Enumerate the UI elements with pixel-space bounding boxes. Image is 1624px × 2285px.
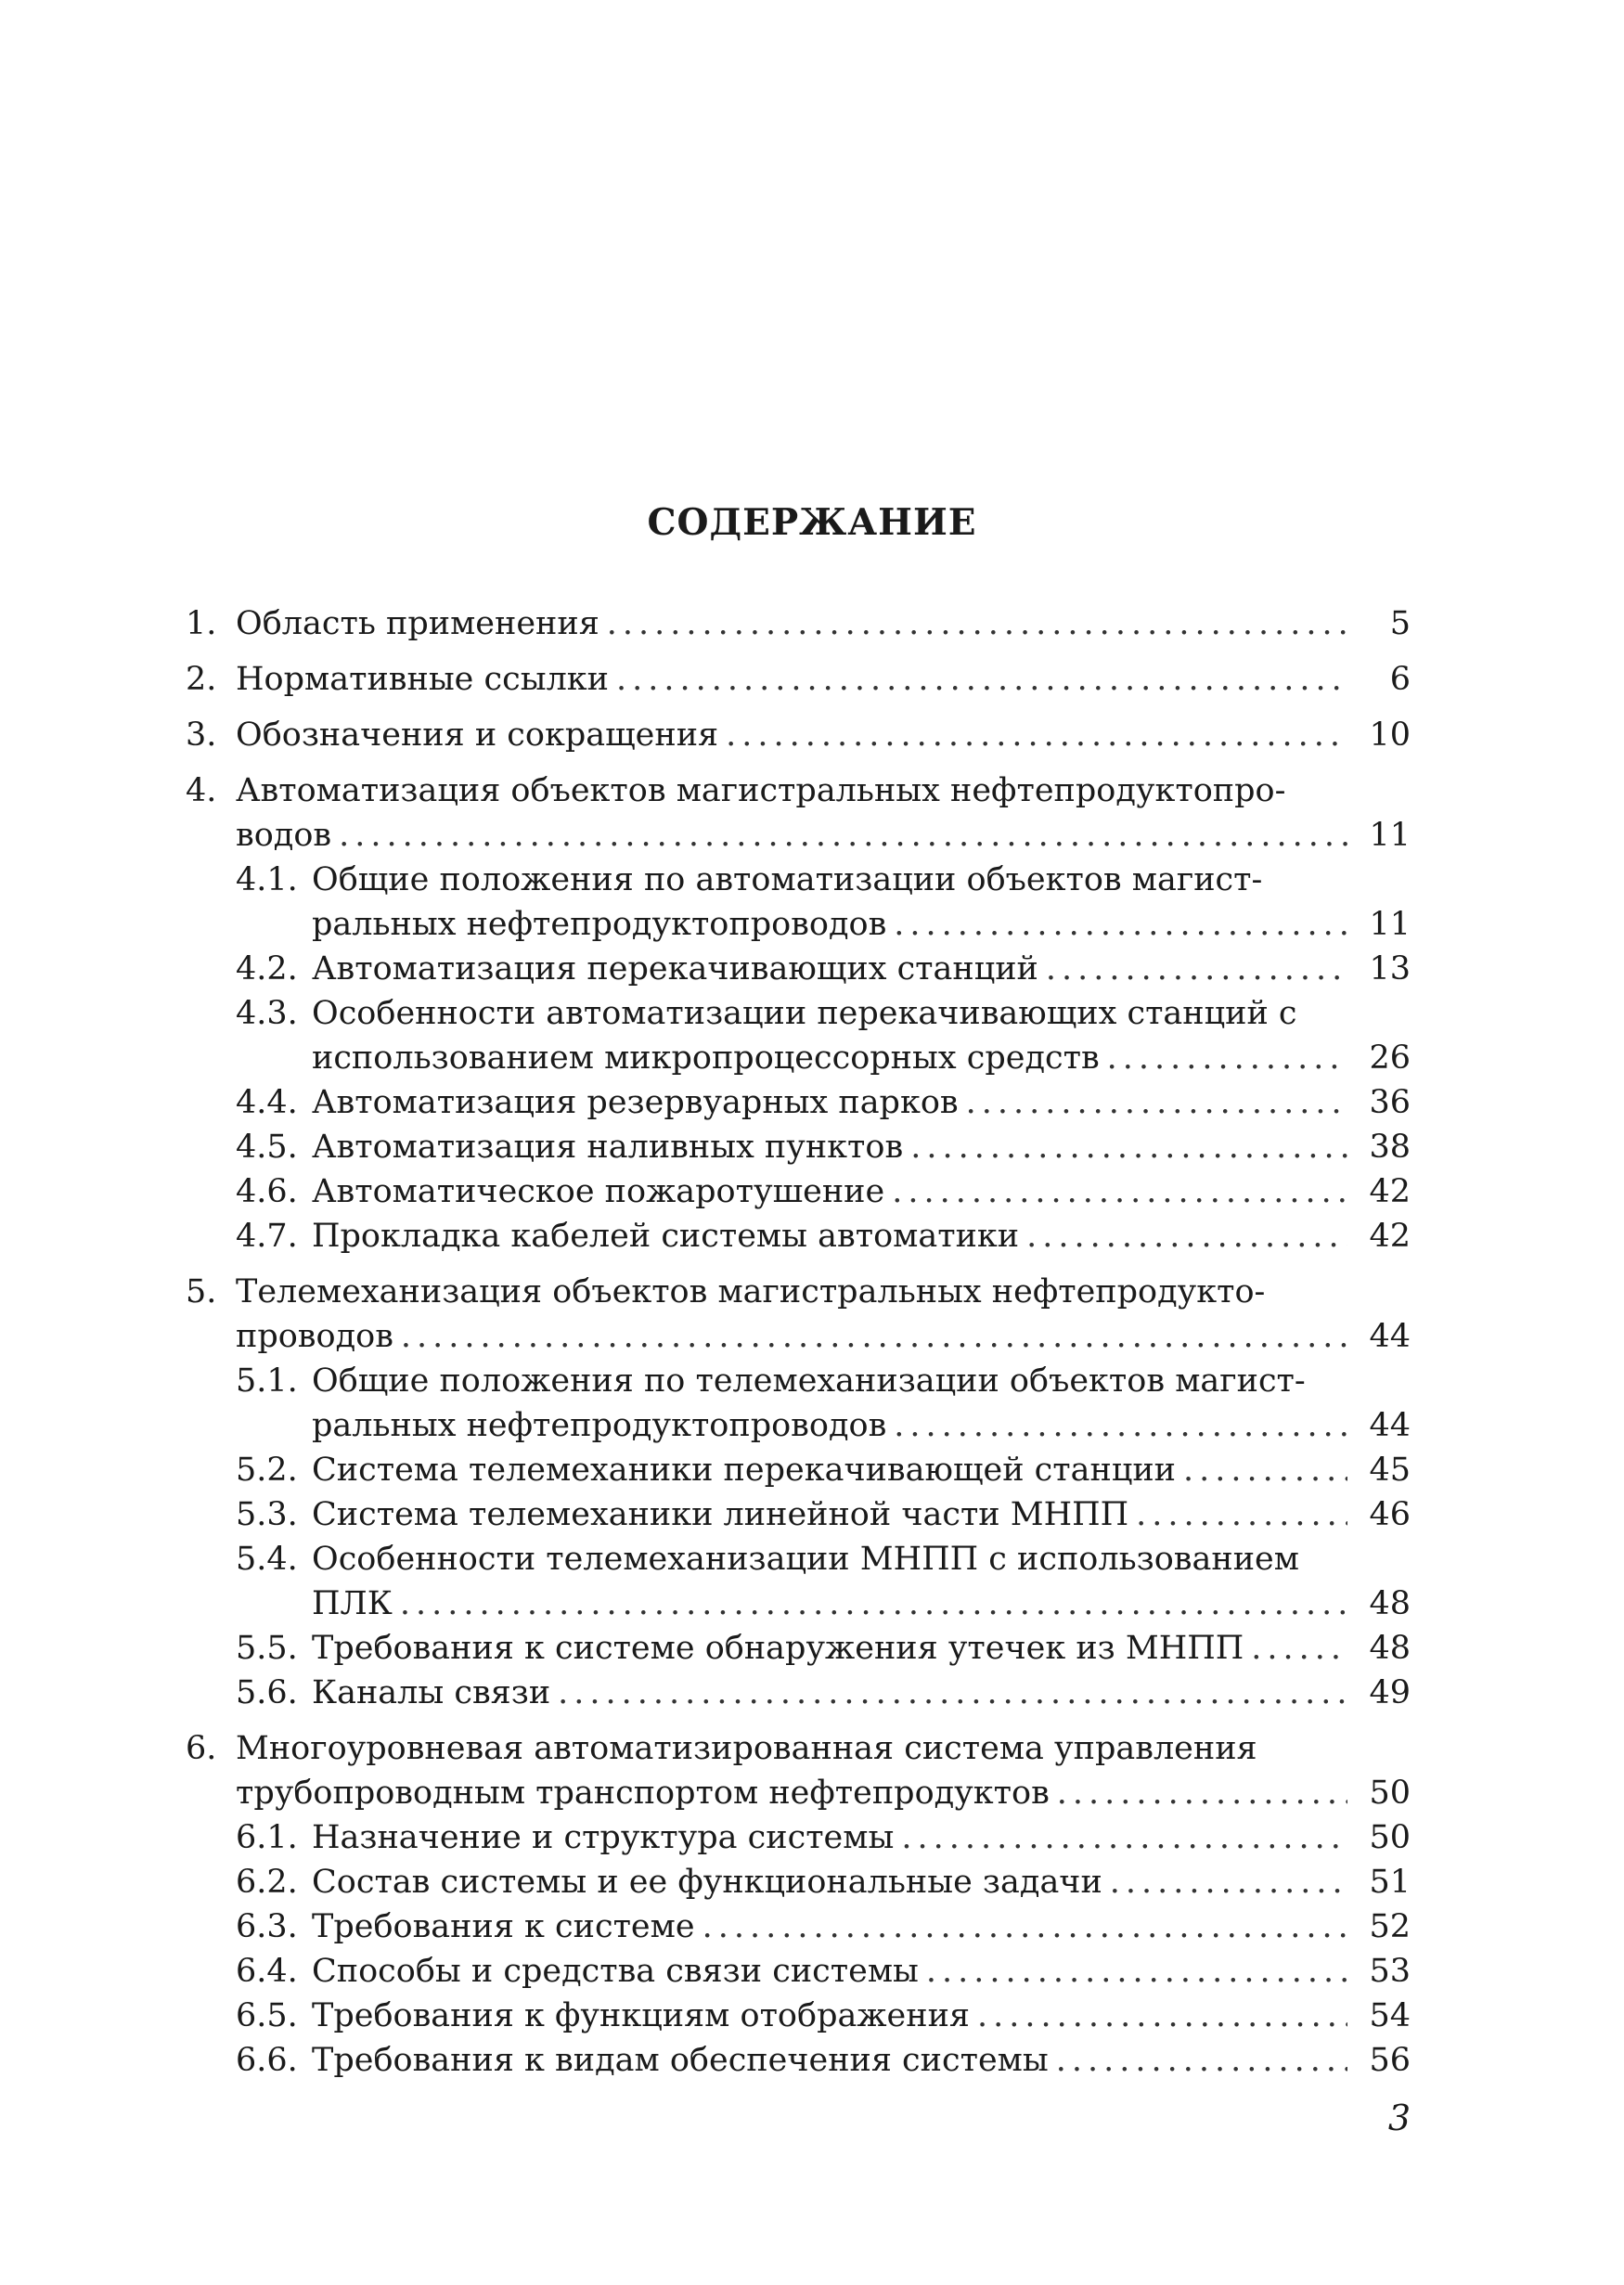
entry-number: 4.6.: [236, 1173, 298, 1210]
entry-page: 48: [1369, 1585, 1411, 1622]
entry-title: водов: [236, 817, 332, 854]
toc-subentry[interactable]: [186, 1214, 1411, 1259]
page-title: СОДЕРЖАНИЕ: [647, 501, 977, 544]
entry-title: Нормативные ссылки: [236, 661, 610, 698]
toc-subentry[interactable]: [186, 947, 1411, 991]
dot-leader: [1136, 1492, 1347, 1537]
entry-number: 5.3.: [236, 1496, 298, 1533]
toc-section-1: [186, 601, 1411, 646]
entry-page: 49: [1369, 1674, 1411, 1711]
entry-title: Требования к системе: [312, 1908, 695, 1945]
entry-title: Автоматизация перекачивающих станций: [312, 950, 1038, 988]
entry-page: 46: [1369, 1496, 1411, 1533]
entry-number: 4.7.: [236, 1218, 298, 1255]
entry-page: 54: [1369, 1997, 1411, 2034]
entry-number: 5.4.: [236, 1541, 298, 1578]
entry-page: 51: [1369, 1864, 1411, 1901]
entry-title: Автоматическое пожаротушение: [312, 1173, 885, 1210]
entry-title: Автоматизация резервуарных парков: [312, 1084, 959, 1121]
dot-leader: [401, 1314, 1347, 1359]
entry-title: трубопроводным транспортом нефтепродуктов: [236, 1775, 1050, 1812]
entry-page: 44: [1369, 1407, 1411, 1444]
toc-subentry-continuation[interactable]: [186, 1581, 1411, 1626]
entry-title: Прокладка кабелей системы автоматики: [312, 1218, 1020, 1255]
toc-subentry[interactable]: [186, 1671, 1411, 1715]
toc-subentry[interactable]: [186, 1359, 1411, 1403]
toc-subentry[interactable]: [186, 1904, 1411, 1949]
entry-number: 5.5.: [236, 1630, 298, 1667]
entry-page: 5: [1389, 605, 1411, 642]
toc-subentry[interactable]: [186, 858, 1411, 902]
entry-title: Телемеханизация объектов магистральных нефтепродукто-: [236, 1273, 1266, 1310]
dot-leader: [966, 1080, 1347, 1125]
entry-page: 50: [1369, 1775, 1411, 1812]
toc-subentry[interactable]: [186, 1994, 1411, 2038]
toc-section-3: [186, 713, 1411, 757]
toc-subentry[interactable]: [186, 1448, 1411, 1492]
entry-page: 53: [1369, 1953, 1411, 1990]
toc-subentry[interactable]: [186, 1125, 1411, 1169]
dot-leader: [894, 1403, 1347, 1448]
toc-section-5: [186, 1270, 1411, 1715]
toc-entry-continuation[interactable]: [186, 1771, 1411, 1815]
entry-number: 6.6.: [236, 2042, 298, 2079]
dot-leader: [977, 1994, 1347, 2038]
entry-page: 26: [1369, 1039, 1411, 1077]
entry-number: 4.2.: [236, 950, 298, 988]
toc-subentry-continuation[interactable]: [186, 1036, 1411, 1080]
toc-subentry[interactable]: [186, 1537, 1411, 1581]
dot-leader: [1046, 947, 1347, 991]
toc-subentry[interactable]: [186, 1949, 1411, 1994]
entry-title: Область применения: [236, 605, 599, 642]
entry-number: 4.3.: [236, 995, 298, 1032]
dot-leader: [926, 1949, 1347, 1994]
entry-page: 56: [1369, 2042, 1411, 2079]
dot-leader: [1056, 2038, 1347, 2083]
entry-title: Состав системы и ее функциональные задачи: [312, 1864, 1102, 1901]
entry-title: Требования к видам обеспечения системы: [312, 2042, 1049, 2079]
entry-number: 1.: [186, 605, 217, 642]
entry-title: ральных нефтепродуктопроводов: [312, 1407, 887, 1444]
entry-title: Общие положения по автоматизации объектов магист-: [312, 861, 1263, 898]
toc-section-4: [186, 768, 1411, 1259]
entry-title: Система телемеханики перекачивающей станции: [312, 1452, 1176, 1489]
entry-number: 6.5.: [236, 1997, 298, 2034]
entry-title: Система телемеханики линейной части МНПП: [312, 1496, 1129, 1533]
entry-page: 48: [1369, 1630, 1411, 1667]
entry-page: 10: [1369, 716, 1411, 754]
toc-entry[interactable]: [186, 1726, 1411, 1771]
toc-subentry[interactable]: [186, 1492, 1411, 1537]
entry-page: 13: [1369, 950, 1411, 988]
entry-page: 6: [1389, 661, 1411, 698]
dot-leader: [1026, 1214, 1347, 1259]
entry-number: 4.1.: [236, 861, 298, 898]
entry-number: 6.1.: [236, 1819, 298, 1856]
dot-leader: [901, 1815, 1347, 1860]
entry-page: 36: [1369, 1084, 1411, 1121]
dot-leader: [1110, 1860, 1347, 1904]
entry-number: 5.2.: [236, 1452, 298, 1489]
table-of-contents: [186, 601, 1411, 2094]
entry-page: 11: [1369, 906, 1411, 943]
entry-number: 5.1.: [236, 1362, 298, 1400]
toc-section-2: [186, 657, 1411, 702]
entry-number: 3.: [186, 716, 217, 754]
dot-leader: [607, 601, 1347, 646]
entry-title: Назначение и структура системы: [312, 1819, 895, 1856]
entry-title: Особенности телемеханизации МНПП с использованием: [312, 1541, 1299, 1578]
entry-number: 5.6.: [236, 1674, 298, 1711]
entry-page: 38: [1369, 1129, 1411, 1166]
toc-section-6: [186, 1726, 1411, 2083]
entry-number: 4.4.: [236, 1084, 298, 1121]
entry-title: Общие положения по телемеханизации объектов магист-: [312, 1362, 1306, 1400]
toc-subentry[interactable]: [186, 1169, 1411, 1214]
dot-leader: [1057, 1771, 1347, 1815]
toc-entry[interactable]: [186, 601, 1411, 646]
entry-title: Особенности автоматизации перекачивающих станций с: [312, 995, 1297, 1032]
dot-leader: [910, 1125, 1347, 1169]
entry-number: 2.: [186, 661, 217, 698]
toc-subentry[interactable]: [186, 2038, 1411, 2083]
entry-page: 42: [1369, 1173, 1411, 1210]
toc-subentry-continuation[interactable]: [186, 902, 1411, 947]
toc-entry-continuation[interactable]: [186, 813, 1411, 858]
toc-subentry[interactable]: [186, 1815, 1411, 1860]
entry-page: 42: [1369, 1218, 1411, 1255]
entry-number: 4.5.: [236, 1129, 298, 1166]
dot-leader: [400, 1581, 1347, 1626]
toc-entry[interactable]: [186, 657, 1411, 702]
dot-leader: [1251, 1626, 1347, 1671]
entry-title: Автоматизация наливных пунктов: [312, 1129, 904, 1166]
entry-number: 5.: [186, 1273, 217, 1310]
dot-leader: [1183, 1448, 1347, 1492]
dot-leader: [894, 902, 1347, 947]
entry-page: 44: [1369, 1318, 1411, 1355]
dot-leader: [1107, 1036, 1347, 1080]
entry-title: Требования к функциям отображения: [312, 1997, 970, 2034]
entry-number: 6.2.: [236, 1864, 298, 1901]
entry-page: 11: [1369, 817, 1411, 854]
entry-title: проводов: [236, 1318, 393, 1355]
dot-leader: [616, 657, 1347, 702]
toc-subentry-continuation[interactable]: [186, 1403, 1411, 1448]
entry-number: 6.3.: [236, 1908, 298, 1945]
entry-title: Многоуровневая автоматизированная система управления: [236, 1730, 1257, 1767]
toc-entry[interactable]: [186, 1270, 1411, 1314]
entry-page: 52: [1369, 1908, 1411, 1945]
dot-leader: [339, 813, 1347, 858]
toc-subentry[interactable]: [186, 991, 1411, 1036]
entry-number: 4.: [186, 772, 217, 809]
toc-subentry[interactable]: [186, 1860, 1411, 1904]
toc-subentry[interactable]: [186, 1080, 1411, 1125]
dot-leader: [702, 1904, 1347, 1949]
entry-number: 6.: [186, 1730, 217, 1767]
entry-title: ПЛК: [312, 1585, 393, 1622]
page-number: 3: [1387, 2098, 1411, 2138]
entry-title: Требования к системе обнаружения утечек из МНПП: [312, 1630, 1244, 1667]
entry-title: ральных нефтепродуктопроводов: [312, 906, 887, 943]
toc-entry[interactable]: [186, 768, 1411, 813]
entry-page: 50: [1369, 1819, 1411, 1856]
entry-title: Обозначения и сокращения: [236, 716, 719, 754]
dot-leader: [726, 713, 1347, 757]
entry-page: 45: [1369, 1452, 1411, 1489]
entry-title: Автоматизация объектов магистральных нефтепродуктопро-: [236, 772, 1286, 809]
entry-title: Каналы связи: [312, 1674, 551, 1711]
dot-leader: [892, 1169, 1347, 1214]
toc-subentry[interactable]: [186, 1626, 1411, 1671]
entry-title: Способы и средства связи системы: [312, 1953, 919, 1990]
dot-leader: [558, 1671, 1347, 1715]
entry-title: использованием микропроцессорных средств: [312, 1039, 1100, 1077]
entry-number: 6.4.: [236, 1953, 298, 1990]
toc-entry-continuation[interactable]: [186, 1314, 1411, 1359]
toc-entry[interactable]: [186, 713, 1411, 757]
